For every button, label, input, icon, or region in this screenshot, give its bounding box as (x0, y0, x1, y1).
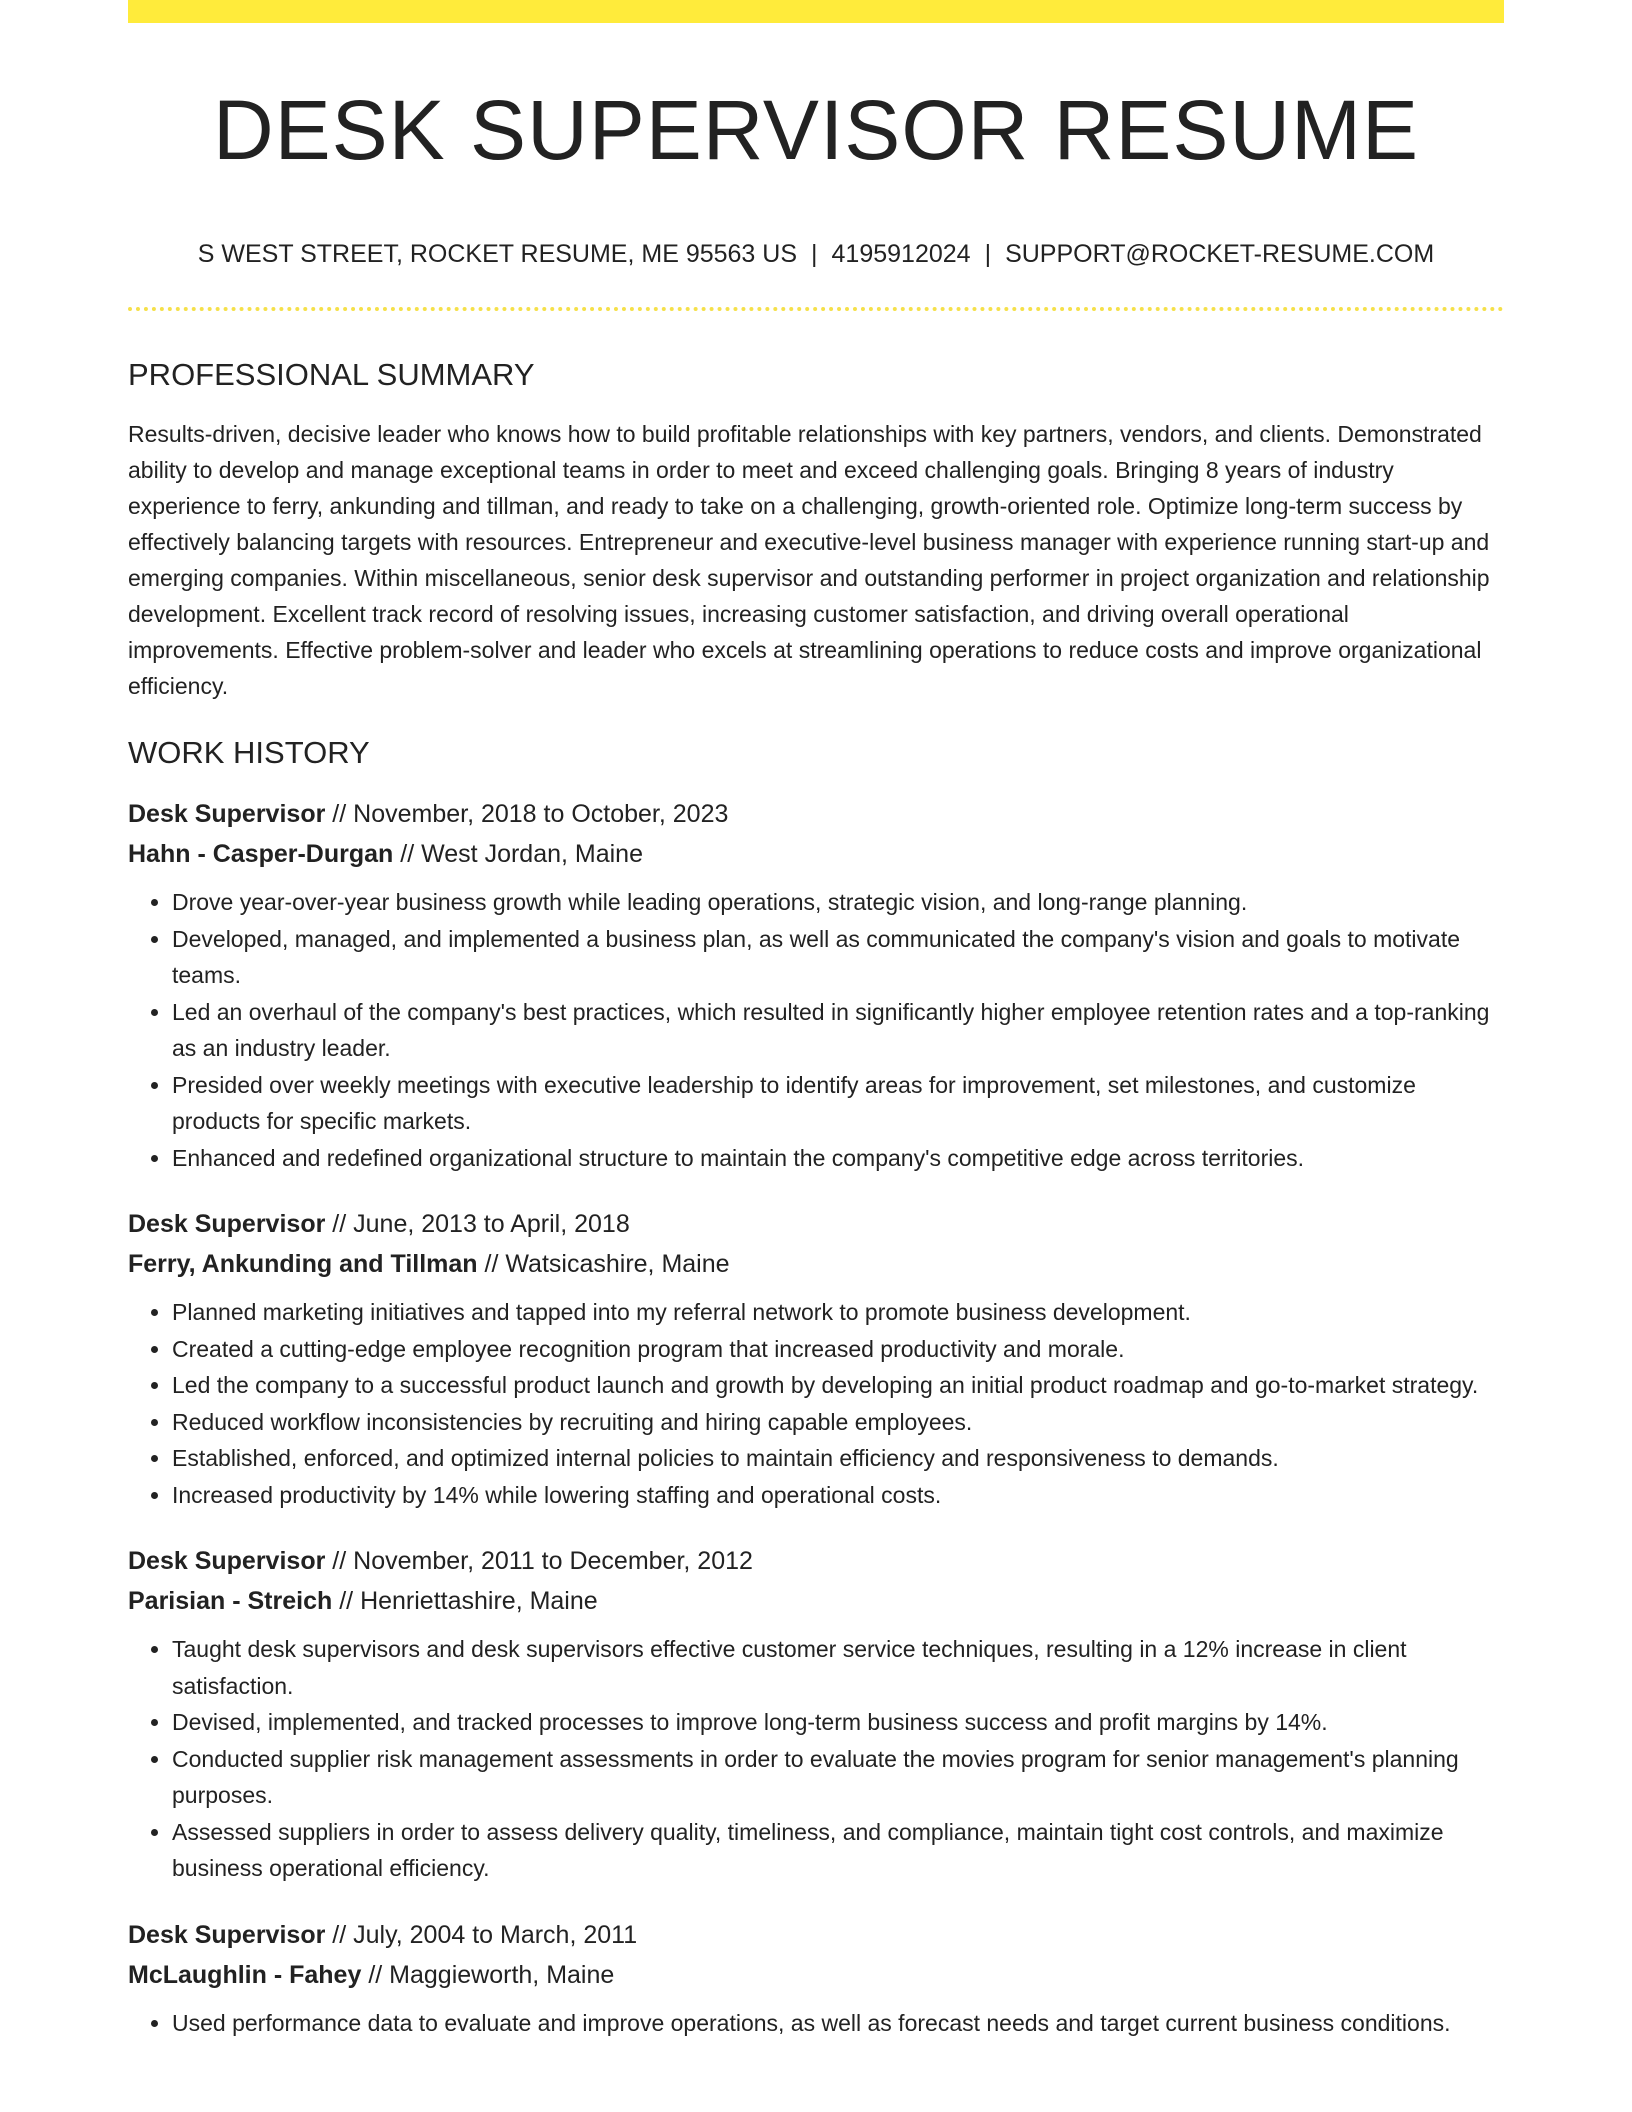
job-location: Henriettashire, Maine (360, 1587, 598, 1615)
job-location: Watsicashire, Maine (505, 1250, 730, 1278)
job-company: Parisian - Streich (128, 1587, 333, 1615)
job-company: Ferry, Ankunding and Tillman (128, 1250, 478, 1278)
job-company: McLaughlin - Fahey (128, 1960, 362, 1989)
job-divider: // (339, 1587, 354, 1615)
job-divider: // (332, 800, 347, 828)
job-entry (128, 794, 1504, 1176)
job-title-line (128, 1541, 1504, 1581)
resume-content (128, 354, 1504, 2069)
job-bullet: • Presided over weekly meetings with executive leadership to identify areas for improvement, set milestones, and customize products for specific markets. (172, 1067, 1504, 1140)
job-bullet: • Led an overhaul of the company's best practices, which resulted in significantly higher employee retention rates and a top-ranking as an industry leader. (172, 994, 1504, 1067)
job-company-line (128, 834, 1504, 874)
contact-email: SUPPORT@ROCKET-RESUME.COM (1005, 240, 1435, 268)
job-bullet: • Conducted supplier risk management assessments in order to evaluate the movies program for senior management's planning purposes. (172, 1741, 1504, 1814)
job-company-line (128, 1955, 1504, 1995)
job-divider: // (332, 1210, 347, 1238)
job-title-line (128, 1204, 1504, 1244)
job-bullet: • Assessed suppliers in order to assess delivery quality, timeliness, and compliance, maintain tight cost controls, and maximize business operational efficiency. (172, 1814, 1504, 1887)
job-bullet: • Enhanced and redefined organizational structure to maintain the company's competitive edge across territories. (172, 1140, 1504, 1177)
job-bullet: • Reduced workflow inconsistencies by recruiting and hiring capable employees. (172, 1404, 1504, 1441)
job-bullet: • Drove year-over-year business growth while leading operations, strategic vision, and long-range planning. (172, 884, 1504, 921)
job-bullet: • Devised, implemented, and tracked processes to improve long-term business success and profit margins by 14%. (172, 1704, 1504, 1741)
work-history-heading: WORK HISTORY (128, 735, 370, 770)
job-bullet: • Established, enforced, and optimized internal policies to maintain efficiency and responsiveness to demands. (172, 1440, 1504, 1477)
job-entry (128, 1541, 1504, 1887)
job-title-line (128, 794, 1504, 834)
contact-phone: 4195912024 (831, 240, 971, 268)
job-title-line (128, 1915, 1504, 1955)
job-title: Desk Supervisor (128, 1547, 326, 1575)
job-divider: // (484, 1250, 499, 1278)
job-bullet: • Created a cutting-edge employee recognition program that increased productivity and morale. (172, 1331, 1504, 1368)
job-entry (128, 1204, 1504, 1513)
job-dates: June, 2013 to April, 2018 (353, 1210, 630, 1238)
job-bullets (128, 1294, 1504, 1513)
job-dates: November, 2018 to October, 2023 (353, 800, 729, 828)
job-title: Desk Supervisor (128, 800, 326, 828)
resume-title: DESK SUPERVISOR RESUME (212, 83, 1420, 177)
job-divider: // (400, 840, 415, 868)
job-company-line (128, 1581, 1504, 1621)
job-bullet: • Used performance data to evaluate and improve operations, as well as forecast needs and target current business conditions. (172, 2005, 1504, 2042)
job-bullets (128, 884, 1504, 1176)
job-bullet: • Increased productivity by 14% while lowering staffing and operational costs. (172, 1477, 1504, 1514)
job-divider: // (332, 1920, 347, 1949)
job-location: West Jordan, Maine (421, 840, 643, 868)
contact-line (128, 236, 1504, 272)
resume-page (128, 0, 1504, 2112)
job-company: Hahn - Casper-Durgan (128, 840, 394, 868)
job-title: Desk Supervisor (128, 1920, 326, 1949)
job-title: Desk Supervisor (128, 1210, 326, 1238)
job-location: Maggieworth, Maine (389, 1960, 615, 1989)
job-bullets (128, 2005, 1504, 2042)
job-dates: July, 2004 to March, 2011 (353, 1920, 638, 1949)
job-bullet: • Taught desk supervisors and desk supervisors effective customer service techniques, resulting in a 12% increase in client satisfaction. (172, 1631, 1504, 1704)
job-divider: // (368, 1960, 383, 1989)
job-bullet: • Developed, managed, and implemented a business plan, as well as communicated the company's vision and goals to motivate teams. (172, 921, 1504, 994)
job-company-line (128, 1244, 1504, 1284)
top-accent-bar (128, 0, 1504, 23)
summary-heading: PROFESSIONAL SUMMARY (128, 357, 535, 392)
job-bullet: • Led the company to a successful product launch and growth by developing an initial product roadmap and go-to-market strategy. (172, 1367, 1504, 1404)
summary-text: Results-driven, decisive leader who knows how to build profitable relationships with key partners, vendors, and clients. Demonstrated ability to develop and manage exceptional teams in order to meet and exceed challenging goals. Bringing 8 years of industry experience to ferry, ankunding and tillman, and ready to take on a challenging, growth-oriented role. Optimize long-term success by effectively balancing targets with resources. Entrepreneur and executive-level business manager with experience running start-up and emerging companies. Within miscellaneous, senior desk supervisor and outstanding performer in project organization and relationship development. Excellent track record of resolving issues, increasing customer satisfaction, and driving overall operational improvements. Effective problem-solver and leader who excels at streamlining operations to reduce costs and improve organizational efficiency. (128, 421, 1490, 699)
job-bullet: • Planned marketing initiatives and tapped into my referral network to promote business development. (172, 1294, 1504, 1331)
header-divider (128, 307, 1504, 311)
contact-separator: | (811, 240, 818, 268)
contact-separator: | (984, 240, 992, 268)
job-bullets (128, 1631, 1504, 1887)
job-divider: // (332, 1547, 347, 1575)
contact-address: S WEST STREET, ROCKET RESUME, ME 95563 US (197, 240, 798, 268)
job-entry (128, 1915, 1504, 2042)
job-dates: November, 2011 to December, 2012 (353, 1547, 753, 1575)
